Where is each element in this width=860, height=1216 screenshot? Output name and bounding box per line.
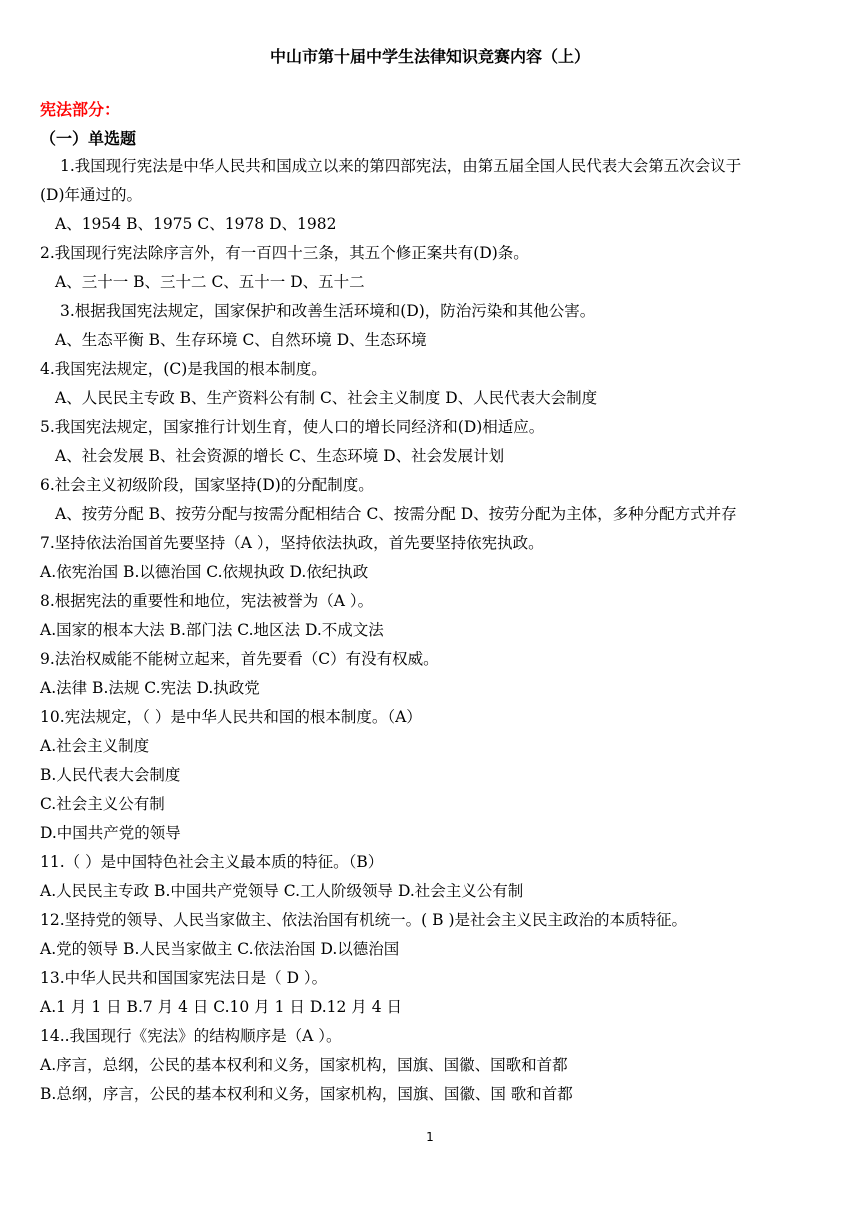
text-line: 2.我国现行宪法除序言外，有一百四十三条，其五个修正案共有(D)条。	[40, 244, 529, 262]
text-line: (D)年通过的。	[40, 186, 143, 204]
text-line: 9.法治权威能不能树立起来，首先要看（C）有没有权威。	[40, 650, 439, 668]
text-line: B.总纲，序言，公民的基本权利和义务，国家机构，国旗、国徽、国 歌和首都	[40, 1085, 573, 1103]
text-line: B.人民代表大会制度	[40, 766, 181, 784]
text-line: A、人民民主专政 B、生产资料公有制 C、社会主义制度 D、人民代表大会制度	[55, 389, 598, 407]
text-line: A、生态平衡 B、生存环境 C、自然环境 D、生态环境	[55, 331, 427, 349]
text-line: 10.宪法规定，（ ）是中华人民共和国的根本制度。（A）	[40, 708, 422, 726]
text-line: A、三十一 B、三十二 C、五十一 D、五十二	[55, 273, 365, 291]
text-line: 5.我国宪法规定，国家推行计划生育，使人口的增长同经济和(D)相适应。	[40, 418, 545, 436]
text-line: 13.中华人民共和国国家宪法日是（ D ）。	[40, 969, 328, 987]
text-line: A、社会发展 B、社会资源的增长 C、生态环境 D、社会发展计划	[55, 447, 505, 465]
document-title: 中山市第十届中学生法律知识竞赛内容（上）	[269, 47, 590, 66]
text-line: A.社会主义制度	[40, 737, 150, 755]
text-line: 3.根据我国宪法规定，国家保护和改善生活环境和(D)，防治污染和其他公害。	[60, 302, 596, 320]
text-line: A.依宪治国 B.以德治国 C.依规执政 D.依纪执政	[40, 563, 369, 581]
text-line: A.1 月 1 日 B.7 月 4 日 C.10 月 1 日 D.12 月 4 日	[40, 998, 402, 1016]
question-list	[40, 152, 830, 1109]
text-line: 6.社会主义初级阶段，国家坚持(D)的分配制度。	[40, 476, 374, 494]
text-line: A.国家的根本大法 B.部门法 C.地区法 D.不成文法	[40, 621, 384, 639]
page-number: 1	[426, 1130, 434, 1144]
text-line: A.党的领导 B.人民当家做主 C.依法治国 D.以德治国	[40, 940, 400, 958]
text-line: 7.坚持依法治国首先要坚持（A ），坚持依法执政，首先要坚持依宪执政。	[40, 534, 544, 552]
text-line: A.人民民主专政 B.中国共产党领导 C.工人阶级领导 D.社会主义公有制	[40, 882, 524, 900]
section-heading: 宪法部分：	[40, 100, 121, 119]
text-line: A、1954 B、1975 C、1978 D、1982	[55, 215, 337, 233]
text-line: D.中国共产党的领导	[40, 824, 181, 842]
text-line: A、按劳分配 B、按劳分配与按需分配相结合 C、按需分配 D、按劳分配为主体，多种分配方式并存	[55, 505, 737, 523]
text-line: 14..我国现行《宪法》的结构顺序是（A ）。	[40, 1027, 342, 1045]
text-line: 4.我国宪法规定，(C)是我国的根本制度。	[40, 360, 327, 378]
text-line: 1.我国现行宪法是中华人民共和国成立以来的第四部宪法，由第五届全国人民代表大会第五次会议于	[60, 157, 742, 175]
text-line: 8.根据宪法的重要性和地位，宪法被誉为（A ）。	[40, 592, 374, 610]
text-line: C.社会主义公有制	[40, 795, 165, 813]
text-line: A.法律 B.法规 C.宪法 D.执政党	[40, 679, 260, 697]
text-line: A.序言，总纲，公民的基本权利和义务，国家机构，国旗、国徽、国歌和首都	[40, 1056, 568, 1074]
subsection-heading: （一）单选题	[40, 129, 137, 148]
text-line: 11.（ ）是中国特色社会主义最本质的特征。（B）	[40, 853, 384, 871]
text-line: 12.坚持党的领导、人民当家做主、依法治国有机统一。( B )是社会主义民主政治的本质特征。	[40, 911, 687, 929]
